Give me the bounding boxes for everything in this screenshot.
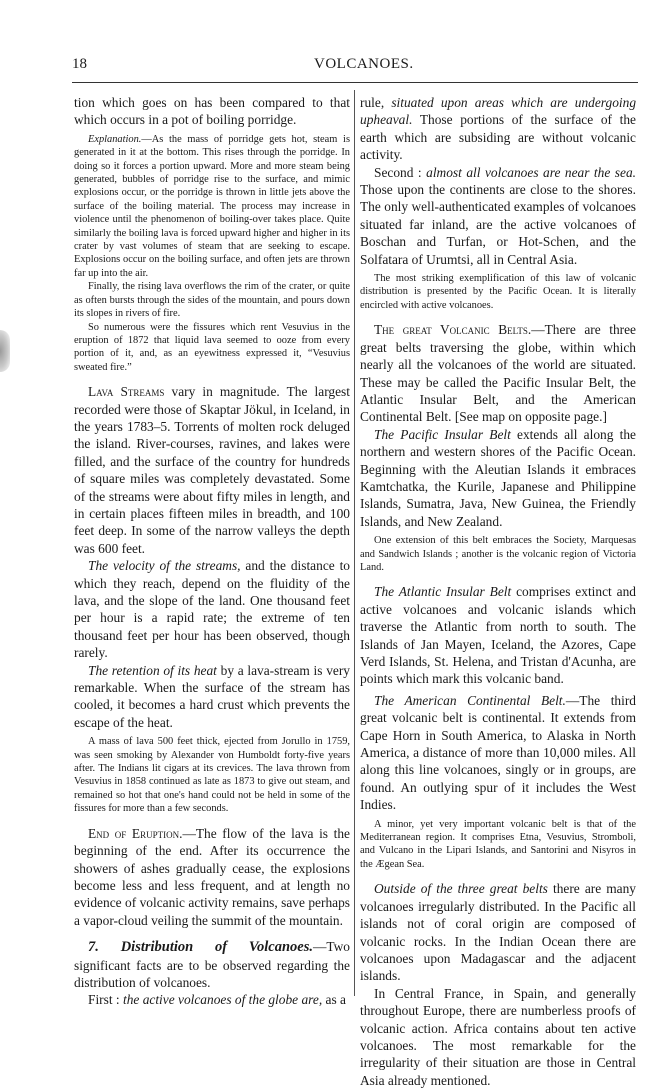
paragraph-velocity	[74, 557, 350, 661]
right-column	[360, 94, 636, 1089]
atlantic-belt-phrase: The Atlantic Insular Belt	[374, 584, 512, 600]
lava-streams-text: vary in magnitude. The largest recorded were those of Skaptar Jökul, in Iceland, in the years 1783–5. Torrents of molten rock deluged the island. River-courses, ravines, and lakes were filled, and the surface of the country for hundreds of square miles was completely devastated. Some of the streams were about fifty miles in length, and in certain places fifteen miles in breadth, and 100 feet deep. In some of the narrow valleys the depth was 600 feet.	[74, 384, 350, 556]
first-label: First :	[88, 992, 123, 1008]
american-belt-phrase: The American Continental Belt.	[374, 692, 566, 708]
retention-phrase: The retention of its heat	[88, 662, 217, 678]
distribution-heading: 7. Distribution of Volcanoes.	[88, 939, 313, 956]
second-phrase: almost all volcanoes are near the sea.	[426, 164, 636, 180]
outside-belts-text: there are many volcanoes irregularly distributed. In the Pacific all islands not of coral origin are composed of volcanic rocks. In the Indian Ocean there are volcanoes upon Madagascar and the adjacent islands.	[360, 881, 636, 984]
paragraph-first	[74, 991, 350, 1008]
paragraph-lava-streams	[74, 383, 350, 557]
end-of-eruption-heading: End of Eruption.	[88, 825, 183, 841]
paragraph-american-belt	[360, 692, 636, 814]
left-column	[74, 94, 350, 1009]
american-belt-text: —The third great volcanic belt is continental. It extends from Cape Horn in South America, to Alaska in North America, a distance of more than 10,000 miles. All along this line volcanoes, singly or in groups, are found. An outlying spur of it includes the West Indies.	[360, 692, 636, 813]
section-distribution	[74, 938, 350, 991]
explanation-note	[74, 133, 350, 280]
page-number: 18	[72, 56, 87, 72]
paragraph-retention	[74, 662, 350, 732]
header-rule	[72, 82, 638, 83]
outside-belts-phrase: Outside of the three great belts	[374, 881, 548, 897]
note-society-islands: One extension of this belt embraces the Society, Marquesas and Sandwich Islands ; another is the volcanic region of Victoria Land.	[360, 535, 636, 573]
volcanic-belts-text: —There are three great belts traversing the globe, within which nearly all the volcanoes of the world are situated. These may be called the Pacific Insular Belt, the Atlantic Insular Belt, and the American Continental Belt. [See map on opposite page.]	[360, 322, 636, 425]
pacific-belt-text: extends all along the northern and western shores of the Pacific Ocean. Beginning with the Aleutian Islands it embraces Kamtchatka, the Kurile, Japanese and Philippine Islands, Sumatra, Java, New Guinea, the Friendly Islands, and New Zealand.	[360, 426, 636, 529]
note-jorullo: A mass of lava 500 feet thick, ejected from Jorullo in 1759, was seen smoking by Alexander von Humboldt forty-five years after. The Indians lit cigars at its crevices. The lava thrown from Vesuvius in 1858 continued as late as 1873 to give out steam, and remained so hot that one's hand could not be held in some of the fissures for more than a few seconds.	[74, 736, 350, 815]
first-tail: as a	[322, 992, 346, 1008]
paragraph-volcanic-belts	[360, 321, 636, 425]
paragraph-pacific-belt	[360, 426, 636, 530]
explanation-label: Explanation.	[88, 133, 142, 145]
text: rule,	[360, 95, 392, 110]
column-divider	[354, 90, 355, 996]
note-pacific: The most striking exemplification of this law of volcanic distribution is presented by the Pacific Ocean. It is literally encircled with active volcanoes.	[360, 273, 636, 311]
text: tion which goes on has been compared to that which occurs in a pot of boiling porridge.	[74, 95, 350, 128]
page-header	[72, 56, 638, 78]
running-title: VOLCANOES.	[314, 56, 414, 72]
atlantic-belt-text: comprises extinct and active volcanoes and volcanic islands which traverse the Atlantic from north to south. The Islands of Jan Mayen, Iceland, the Azores, Cape Verd Islands, St. Helena, and Tristan d'Acunha, are points which mark this volcanic band.	[360, 584, 636, 687]
paragraph-atlantic-belt	[360, 583, 636, 687]
pacific-belt-phrase: The Pacific Insular Belt	[374, 426, 511, 442]
paragraph-second	[360, 164, 636, 268]
velocity-text: and the distance to which they reach, depend on the fluidity of the lava, and the slope of the land. One thousand feet per hour is a rapid rate; the extreme of ten thousand feet per hour has been observed, though rarely.	[74, 558, 350, 661]
end-of-eruption-text: —The flow of the lava is the beginning of the end. After its occurrence the showers of ashes gradually cease, the explosions become less and less frequent, and at length no evidence of volcanic activity remains, save perhaps a vapor-cloud veiling the summit of the mountain.	[74, 825, 350, 928]
note-mediterranean: A minor, yet very important volcanic belt is that of the Mediterranean region. It comprises Etna, Vesuvius, Stromboli, and Vulcano in the Lipari Islands, and Santorini and Nisyros in the Ægean Sea.	[360, 818, 636, 870]
explanation-text: —As the mass of porridge gets hot, steam is generated in it at the bottom. This rises through the porridge. In doing so it forces a portion upward. More and more steam being generated, bubbles of porridge rise to the surface, and mimic explosions occur, or the porridge is thrown in little jets above the surface of the boiling material. The process may increase in violence until the phenomenon of boiling-over takes place. Quite similarly the boiling lava is forced upward higher and higher in its crater by vast volumes of steam that are seeking to escape. Explosions occur on the boiling surface, and often jets are thrown far up into the air.	[74, 133, 350, 279]
first-phrase: the active volcanoes of the globe are,	[122, 992, 323, 1008]
paragraph-porridge	[74, 94, 350, 129]
second-tail: Those upon the continents are close to the shores. The only well-authenticated examples of volcanoes situated far inland, are the active volcanoes of Boschan and Turfan, or Hot-Schen, and the Solfatara of Urumtsi, all in Central Asia.	[360, 182, 636, 267]
paragraph-outside-belts	[360, 880, 636, 984]
page-smudge	[0, 330, 10, 372]
paragraph-end-of-eruption	[74, 825, 350, 929]
note-overflow: Finally, the rising lava overflows the rim of the crater, or quite as often bursts through the sides of the mountain, and pours down its slopes in rivers of fire.	[74, 281, 350, 320]
upheaval-phrase: situated upon areas which are undergoing upheaval.	[360, 95, 637, 128]
lava-streams-heading: Lava Streams	[88, 384, 165, 400]
second-label: Second :	[374, 164, 427, 180]
volcanic-belts-heading: The great Volcanic Belts.	[374, 322, 532, 338]
retention-text: by a lava-stream is very remarkable. When the surface of the stream has cooled, it becomes a hard crust which prevents the escape of the heat.	[74, 662, 350, 730]
velocity-phrase: The velocity of the streams,	[88, 558, 241, 574]
note-vesuvius: So numerous were the fissures which rent Vesuvius in the eruption of 1872 that liquid lava seemed to ooze from every portion of it, and, as an eyewitness expressed it, “Vesuvius sweated fire.”	[74, 321, 350, 373]
distribution-text: —Two significant facts are to be observed regarding the distribution of volcanoes.	[74, 939, 350, 990]
paragraph-central-france: In Central France, in Spain, and generally throughout Europe, there are numberless proofs of volcanic action. Africa contains about ten active volcanoes. The most remarkable for the irregularity of their situation are those in Central Asia already mentioned.	[360, 985, 636, 1088]
paragraph-rule	[360, 94, 636, 164]
text: Those portions of the surface of the earth which are subsiding are without volcanic activity.	[360, 112, 636, 163]
